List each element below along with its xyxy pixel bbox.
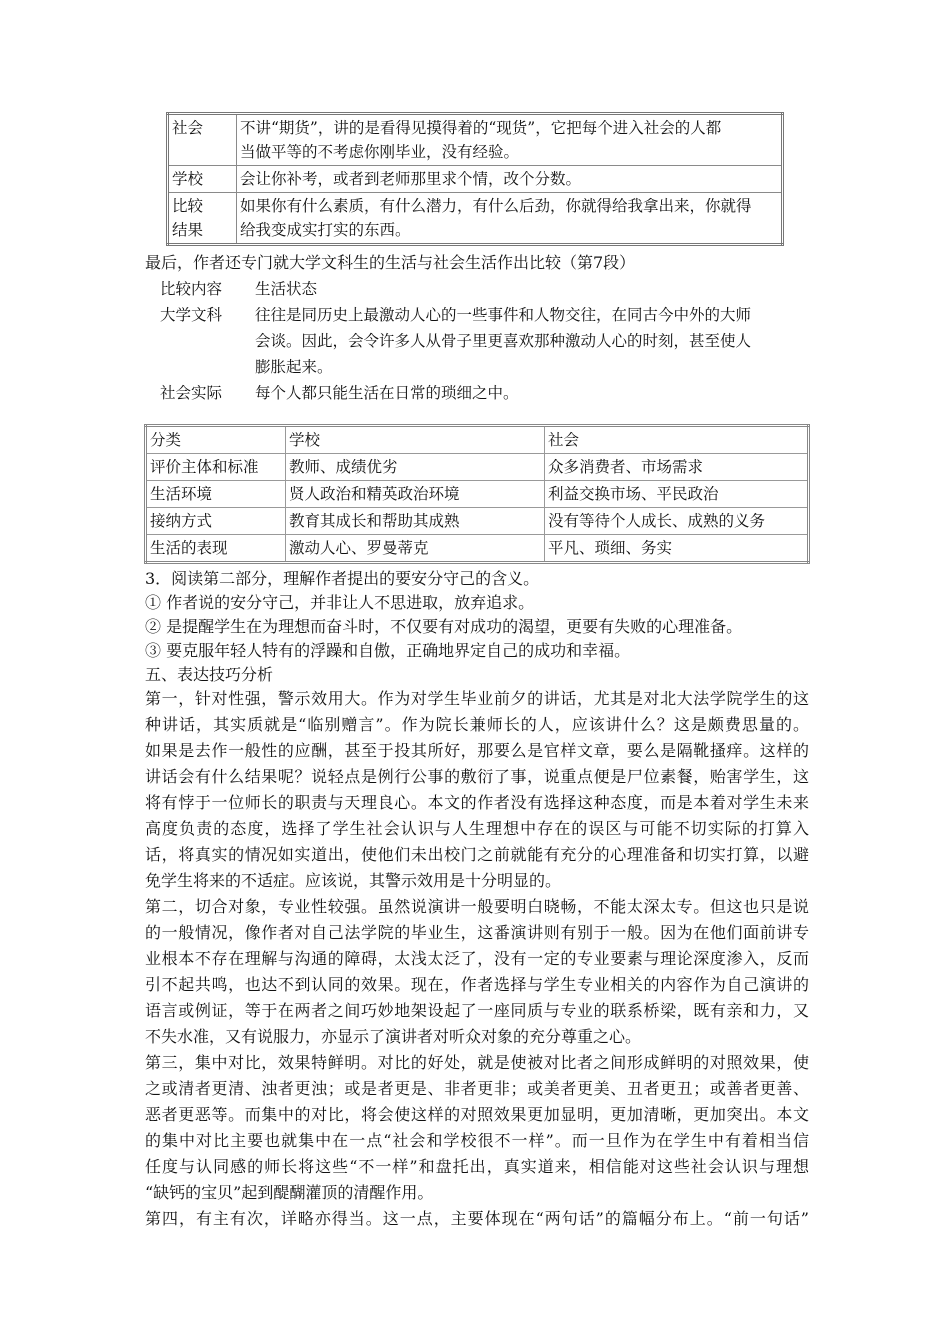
society-key: 社会实际 — [160, 384, 223, 402]
table-cell: 接纳方式 — [146, 508, 286, 535]
paragraph-line: 任度与认同感的师长将这些“不一样”和盘托出，真实道来，相信能对这些社会认识与理想 — [145, 1157, 809, 1176]
question-3-item: ① 作者说的安分守己，并非让人不思进取，放弃追求。 — [145, 593, 535, 612]
paragraph-line: 第三，集中对比，效果特鲜明。对比的好处，就是使被对比者之间形成鲜明的对照效果，使 — [145, 1053, 809, 1072]
table-row — [168, 114, 783, 166]
table-row — [168, 166, 783, 193]
comparison-header-key: 比较内容 — [160, 280, 223, 298]
row-label: 结果 — [172, 221, 204, 239]
table-cell: 评价主体和标准 — [146, 454, 286, 481]
paragraph-2 — [145, 894, 809, 1050]
paragraph-3 — [145, 1050, 809, 1206]
paragraph-line: 种讲话，其实质就是“临别赠言”。作为院长兼师长的人，应该讲什么？这是颇费思量的。 — [145, 715, 809, 734]
header-cell: 分类 — [146, 426, 286, 454]
row-text: 如果你有什么素质，有什么潜力，有什么后劲，你就得给我拿出来，你就得 — [240, 197, 752, 215]
paragraph-line: 第一，针对性强，警示效用大。作为对学生毕业前夕的讲话，尤其是对北大法学院学生的这 — [145, 689, 809, 708]
paragraph-line: 之或清者更清、浊者更浊；或是者更是、非者更非；或美者更美、丑者更丑；或善者更善、 — [145, 1079, 809, 1098]
row-text: 给我变成实打实的东西。 — [240, 221, 411, 239]
college-line: 会谈。因此，会令许多人从骨子里更喜欢那种激动人心的时刻，甚至使人 — [255, 332, 752, 350]
paragraph-line: 第二，切合对象，专业性较强。虽然说演讲一般要明白晓畅，不能太深太专。但这也只是说 — [145, 897, 809, 916]
comparison-header-value: 生活状态 — [255, 280, 318, 298]
header-cell: 学校 — [286, 426, 545, 454]
intro-line: 最后，作者还专门就大学文科生的生活与社会生活作出比较（第7段） — [145, 253, 636, 272]
society-value: 每个人都只能生活在日常的琐细之中。 — [255, 384, 519, 402]
paragraph-line: 语言或例证，等于在两者之间巧妙地架设起了一座同质与专业的联系桥梁，既有亲和力，又 — [145, 1001, 809, 1020]
table-cell: 教育其成长和帮助其成熟 — [286, 508, 545, 535]
question-3-item: ③ 要克服年轻人特有的浮躁和自傲，正确地界定自己的成功和幸福。 — [145, 641, 631, 660]
section-5-title: 五、表达技巧分析 — [145, 665, 274, 684]
row-label: 社会 — [172, 119, 204, 137]
paragraph-1 — [145, 686, 809, 894]
header-cell: 社会 — [545, 426, 809, 454]
row-label: 比较 — [172, 197, 204, 215]
table-cell: 贤人政治和精英政治环境 — [286, 481, 545, 508]
paragraph-4 — [145, 1206, 809, 1232]
college-key: 大学文科 — [160, 306, 223, 324]
paragraph-line: 恶者更恶等。而集中的对比，将会使这样的对照效果更加显明，更加清晰，更加突出。本文 — [145, 1105, 809, 1124]
table-cell: 利益交换市场、平民政治 — [545, 481, 809, 508]
paragraph-line: 引不起共鸣，也达不到认同的效果。现在，作者选择与学生专业相关的内容作为自己演讲的 — [145, 975, 809, 994]
question-3-title: 3．阅读第二部分，理解作者提出的要安分守己的含义。 — [145, 569, 540, 588]
table-cell: 生活的表现 — [146, 535, 286, 563]
table-cell: 众多消费者、市场需求 — [545, 454, 809, 481]
paragraph-line: 业根本不存在理解与沟通的障碍，太浅太泛了，没有一定的专业要素与理论深度渗入，反而 — [145, 949, 809, 968]
college-line: 往往是同历史上最激动人心的一些事件和人物交往，在同古今中外的大师 — [255, 306, 752, 324]
paragraph-line: 免学生将来的不适症。应该说，其警示效用是十分明显的。 — [145, 871, 562, 890]
row-text: 不讲“期货”，讲的是看得见摸得着的“现货”，它把每个进入社会的人都 — [240, 119, 722, 137]
paragraph-line: 的集中对比主要也就集中在一点“社会和学校很不一样”。而一旦作为在学生中有着相当信 — [145, 1131, 809, 1150]
table-row — [146, 508, 809, 535]
category-table — [144, 424, 810, 564]
society-school-table — [166, 112, 784, 246]
paragraph-line: 高度负责的态度，选择了学生社会认识与人生理想中存在的误区与可能不切实际的打算入 — [145, 819, 809, 838]
table-cell: 激动人心、罗曼蒂克 — [286, 535, 545, 563]
table-cell: 没有等待个人成长、成熟的义务 — [545, 508, 809, 535]
table-cell: 教师、成绩优劣 — [286, 454, 545, 481]
paragraph-line: 第四，有主有次，详略亦得当。这一点，主要体现在“两句话”的篇幅分布上。“前一句话” — [145, 1209, 809, 1228]
table-cell: 生活环境 — [146, 481, 286, 508]
paragraph-line: 话，将真实的情况如实道出，使他们未出校门之前就能有充分的心理准备和切实打算，以避 — [145, 845, 809, 864]
table-header-row — [146, 426, 809, 454]
row-label: 学校 — [172, 170, 204, 188]
row-text: 当做平等的不考虑你刚毕业，没有经验。 — [240, 143, 520, 161]
table-row — [168, 193, 783, 245]
college-line: 膨胀起来。 — [255, 358, 333, 376]
paragraph-line: 的一般情况，像作者对自己法学院的毕业生，这番演讲则有别于一般。因为在他们面前讲专 — [145, 923, 809, 942]
table-row — [146, 481, 809, 508]
table-row — [146, 535, 809, 563]
row-text: 会让你补考，或者到老师那里求个情，改个分数。 — [240, 170, 582, 188]
paragraph-line: 将有悖于一位师长的职责与天理良心。本文的作者没有选择这种态度，而是本着对学生未来 — [145, 793, 809, 812]
paragraph-line: 讲话会有什么结果呢？说轻点是例行公事的敷衍了事，说重点便是尸位素餐，贻害学生，这 — [145, 767, 809, 786]
paragraph-line: 如果是去作一般性的应酬，甚至于投其所好，那要么是官样文章，要么是隔靴搔痒。这样的 — [145, 741, 809, 760]
table-row — [146, 454, 809, 481]
paragraph-line: “缺钙的宝贝”起到醍醐灌顶的清醒作用。 — [145, 1183, 434, 1202]
table-cell: 平凡、琐细、务实 — [545, 535, 809, 563]
question-3-item: ② 是提醒学生在为理想而奋斗时，不仅要有对成功的渴望，更要有失败的心理准备。 — [145, 617, 743, 636]
paragraph-line: 不失水准，又有说服力，亦显示了演讲者对听众对象的充分尊重之心。 — [145, 1027, 642, 1046]
